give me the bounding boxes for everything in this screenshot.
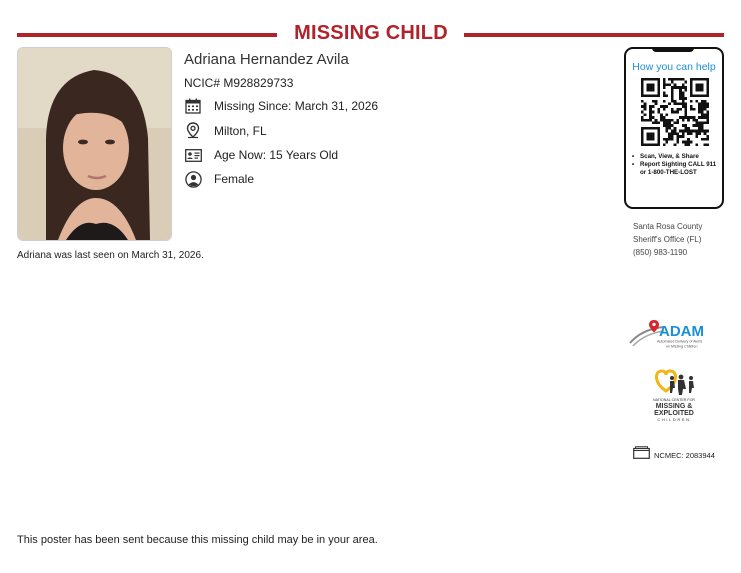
- agency-name-line2: Sheriff's Office (FL): [633, 235, 702, 244]
- agency-phone: (850) 983-1190: [633, 248, 688, 257]
- sex: Female: [214, 172, 255, 186]
- ncmec-logo-line2: MISSING &: [655, 403, 693, 410]
- header-rule-left: [17, 33, 277, 37]
- ncmec-logo-line1: NATIONAL CENTER FOR: [653, 398, 695, 402]
- location-row: [184, 122, 267, 140]
- agency-contact: [633, 220, 702, 259]
- ncmec-logo: [646, 369, 702, 429]
- adam-logo: [628, 319, 720, 355]
- adam-logo-tagline1: Automated Delivery of Alerts: [657, 339, 703, 344]
- sex-row: [184, 170, 254, 188]
- help-item-report: • Report Sighting CALL 911 or 1-800-THE-LOST: [632, 161, 718, 177]
- age-row: [184, 146, 338, 164]
- missing-since-row: [184, 97, 378, 115]
- calendar-icon: [184, 97, 202, 115]
- help-item-scan: • Scan, View, & Share: [632, 153, 718, 161]
- ncmec-logo-line3: EXPLOITED: [654, 410, 694, 417]
- agency-name-line1: Santa Rosa County: [633, 222, 703, 231]
- adam-logo-name: ADAM: [659, 323, 704, 340]
- poster-title: MISSING CHILD: [294, 22, 448, 44]
- case-id-row: [633, 446, 715, 464]
- ncic-number: NCIC# M928829733: [184, 76, 294, 90]
- case-folder-icon: [633, 446, 650, 464]
- header-rule-right: [464, 33, 724, 37]
- age-now: Age Now: 15 Years Old: [214, 148, 339, 162]
- qr-code-icon[interactable]: [641, 78, 709, 146]
- help-card-title: How you can help: [632, 61, 716, 73]
- last-seen-text: Adriana was last seen on March 31, 2026.: [17, 250, 204, 261]
- child-photo: [17, 47, 172, 241]
- location: Milton, FL: [214, 124, 267, 138]
- ncmec-case-number: NCMEC: 2083944: [654, 450, 715, 460]
- adam-logo-tagline2: on Missing Children: [666, 344, 698, 349]
- missing-since: Missing Since: March 31, 2026: [214, 99, 379, 113]
- ncmec-logo-line4: CHILDREN: [657, 417, 691, 422]
- id-card-icon: [184, 146, 202, 164]
- how-you-can-help-card: [624, 47, 724, 209]
- help-list: [632, 153, 718, 177]
- person-icon: [184, 170, 202, 188]
- footer-notice: This poster has been sent because this missing child may be in your area.: [17, 534, 378, 546]
- location-pin-icon: [184, 122, 202, 140]
- child-name: Adriana Hernandez Avila: [184, 51, 349, 68]
- phone-notch: [652, 47, 694, 52]
